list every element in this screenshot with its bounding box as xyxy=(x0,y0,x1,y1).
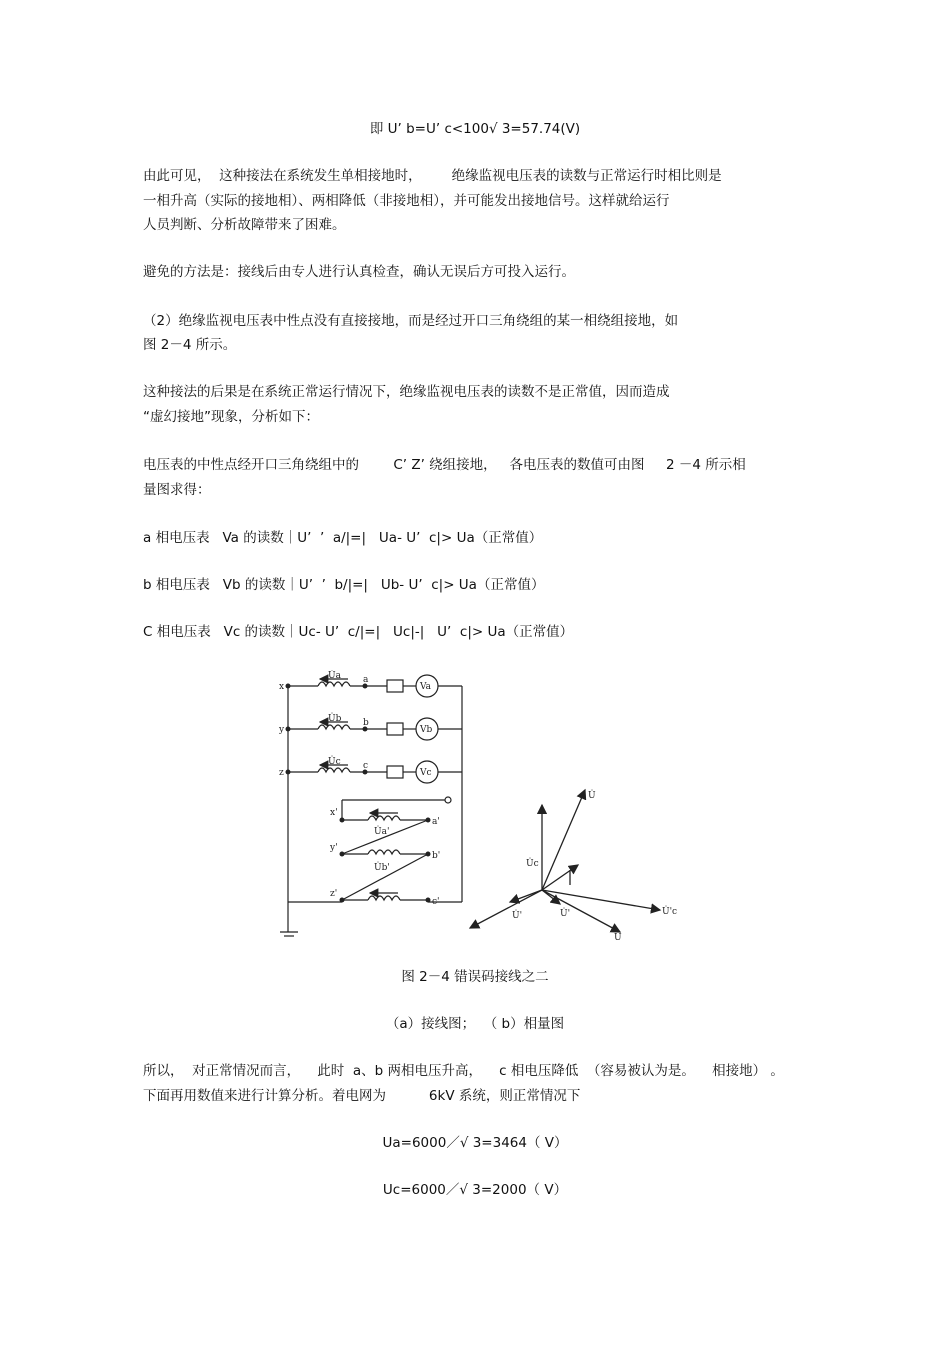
delta-winding-label: U̇b' xyxy=(374,863,390,873)
paragraph-line: 由此可见， 这种接法在系统发生单相接地时， 绝缘监视电压表的读数与正常运行时相比则是 xyxy=(143,168,722,184)
source-label: U̇b xyxy=(328,714,342,724)
delta-left-label: y' xyxy=(330,843,338,853)
source-label: U̇a xyxy=(328,671,341,681)
reading-line-a: a 相电压表 Va 的读数｜U’ ’ a/|=| Ua- U’ c|> Ua（正常值） xyxy=(143,530,543,546)
paragraph-line: 一相升高（实际的接地相）、两相降低（非接地相），并可能发出接地信号。这样就给运行 xyxy=(143,193,670,209)
wiring-nodes xyxy=(286,684,431,903)
figure-subcaption: （a）接线图； （ b）相量图 xyxy=(385,1016,565,1032)
paragraph-line: 下面再用数值来进行计算分析。着电网为 6kV 系统，则正常情况下 xyxy=(143,1088,581,1104)
delta-left-label: z' xyxy=(330,889,338,899)
phase-node-label: b xyxy=(363,718,369,728)
paragraph-line: 人员判断、分析故障带来了困难。 xyxy=(143,217,346,233)
reading-line-c: C 相电压表 Vc 的读数｜Uc- U’ c/|=| Uc|-| U’ c|> Ua（正常值） xyxy=(143,624,574,640)
phase-row-b xyxy=(288,718,462,740)
phasor-label: U̇' xyxy=(560,909,571,919)
phasor-label: U̇c xyxy=(526,859,539,869)
delta-right-label: b' xyxy=(432,851,441,861)
paragraph-line: 这种接法的后果是在系统正常运行情况下，绝缘监视电压表的读数不是正常值，因而造成 xyxy=(143,384,670,400)
phasor-label: U̇'c xyxy=(662,907,678,917)
figure-2-4 xyxy=(270,670,700,942)
source-label: U̇c xyxy=(328,757,341,767)
equation-top: 即 U’ b=U’ c<100√ 3=57.74(V) xyxy=(369,121,581,137)
terminal-label: x xyxy=(279,682,285,692)
phasor-label: U̇ xyxy=(614,933,622,942)
meter-label: Vc xyxy=(420,768,432,778)
phasor-label: U̇ xyxy=(588,791,596,801)
meter-label: Vb xyxy=(420,725,433,735)
paragraph-line: “虚幻接地”现象，分析如下： xyxy=(143,409,319,425)
phase-node-label: a xyxy=(363,675,369,685)
equation-ua: Ua=6000／√ 3=3464（ V） xyxy=(382,1135,568,1151)
reading-line-b: b 相电压表 Vb 的读数｜U’ ’ b/|=| Ub- U’ c|> Ua（正常值） xyxy=(143,577,545,593)
delta-winding-label: U̇a' xyxy=(374,827,390,837)
delta-right-label: a' xyxy=(432,817,440,827)
phase-row-a xyxy=(288,675,462,697)
paragraph-line: 图 2－4 所示。 xyxy=(143,337,237,353)
equation-uc: Uc=6000／√ 3=2000（ V） xyxy=(382,1182,568,1198)
terminal-label: z xyxy=(279,768,284,778)
terminal-label: y xyxy=(279,725,285,735)
paragraph-line: 量图求得： xyxy=(143,482,211,498)
paragraph-line: 所以， 对正常情况而言， 此时 a、b 两相电压升高， c 相电压降低 （容易被认为是。 相接地） 。 xyxy=(143,1063,784,1079)
phasor-label: U̇' xyxy=(512,911,523,921)
paragraph-line: （2）绝缘监视电压表中性点没有直接接地，而是经过开口三角绕组的某一相绕组接地，如 xyxy=(143,313,679,329)
paragraph-line: 避免的方法是：接线后由专人进行认真检查，确认无误后方可投入运行。 xyxy=(143,264,575,280)
delta-right-label: c' xyxy=(432,897,440,907)
meter-label: Va xyxy=(420,682,432,692)
figure-caption: 图 2－4 错误码接线之二 xyxy=(401,969,549,985)
phase-row-c xyxy=(288,761,462,783)
paragraph-line: 电压表的中性点经开口三角绕组中的 C’ Z’ 绕组接地， 各电压表的数值可由图 2 －4 所示相 xyxy=(143,457,746,473)
phase-node-label: c xyxy=(363,761,369,771)
delta-left-label: x' xyxy=(330,808,338,818)
